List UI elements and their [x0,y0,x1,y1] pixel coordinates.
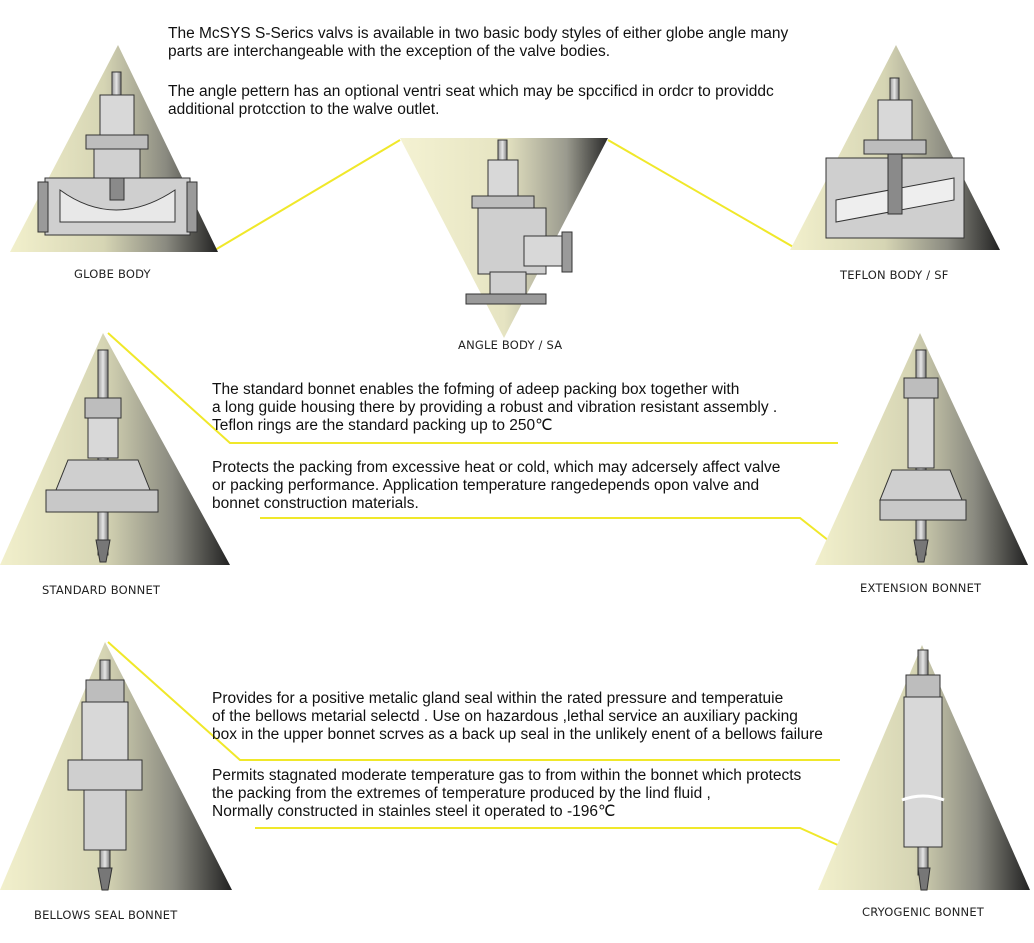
caption-standard-bonnet: STANDARD BONNET [42,583,161,597]
text-line: Provides for a positive metalic gland seal within the rated pressure and temperatuie [212,690,784,707]
connector-standard-bottom [260,518,838,548]
text-line: Permits stagnated moderate temperature gas to from within the bonnet which protects [212,767,802,784]
text-line: box in the upper bonnet scrves as a back up seal in the unlikely enent of a bellows failure [212,726,823,743]
caption-cryogenic-bonnet: CRYOGENIC BONNET [862,905,985,919]
text-line: Normally constructed in stainles steel it operated to -196℃ [212,803,616,820]
standard-bonnet-text [212,381,777,435]
text-line: the packing from the extremes of temperature produced by the lind fluid , [212,785,711,802]
caption-extension-bonnet: EXTENSION BONNET [860,581,982,595]
extension-bonnet-text [212,459,780,513]
intro-paragraph-2 [168,83,774,119]
caption-bellows-seal-bonnet: BELLOWS SEAL BONNET [34,908,178,922]
teflon-valve-drawing [826,78,964,238]
text-line: or packing performance. Application temperature rangedepends opon valve and [212,477,760,494]
caption-angle-body: ANGLE BODY / SA [458,338,563,352]
text-line: of the bellows metarial selectd . Use on hazardous ,lethal service an auxiliary packing [212,708,798,725]
text-line: The angle pettern has an optional ventri seat which may be spccificd in ordcr to providdc [168,83,774,100]
text-line: additional protcction to the walve outlet. [168,101,440,118]
caption-globe-body: GLOBE BODY [74,267,151,281]
text-line: The standard bonnet enables the fofming of adeep packing box together with [212,381,740,398]
intro-paragraph-1 [168,25,788,61]
cryogenic-bonnet-text [212,767,801,821]
text-line: Teflon rings are the standard packing up to 250℃ [212,417,553,434]
text-line: a long guide housing there by providing a robust and vibration resistant assembly . [212,399,778,416]
caption-teflon-body: TEFLON BODY / SF [840,268,949,282]
connector-globe-angle [215,140,400,250]
connector-teflon-angle [608,140,795,248]
bellows-bonnet-text [212,690,823,744]
text-line: bonnet construction materials. [212,495,419,512]
connector-bellows-bottom [255,828,840,846]
text-line: Protects the packing from excessive heat or cold, which may adcersely affect valve [212,459,781,476]
text-line: The McSYS S-Serics valvs is available in two basic body styles of either globe angle many [168,25,789,42]
text-line: parts are interchangeable with the exception of the valve bodies. [168,43,611,60]
